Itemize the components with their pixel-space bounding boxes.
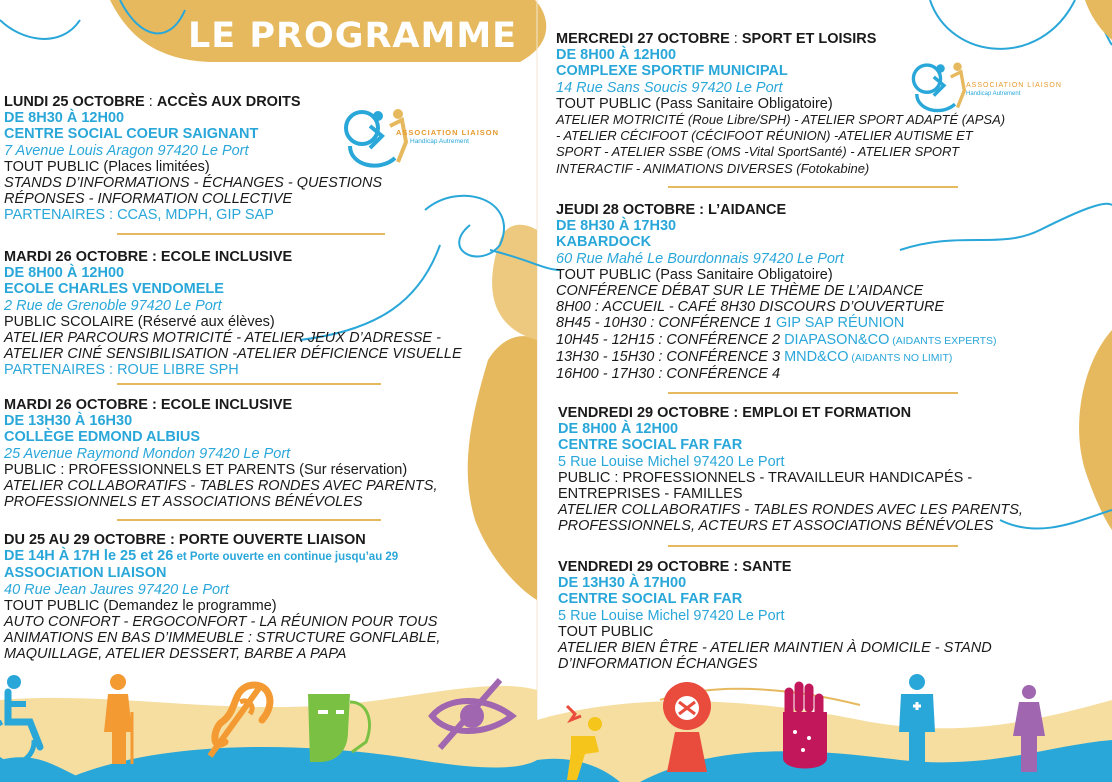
event-address: 2 Rue de Grenoble 97420 Le Port xyxy=(4,297,222,314)
separator xyxy=(117,233,385,235)
event-public: PUBLIC : PROFESSIONNELS ET PARENTS (Sur réservation) xyxy=(4,461,408,478)
event-desc-line: ATELIER BIEN ÊTRE - ATELIER MAINTIEN À DOMICILE - STAND xyxy=(558,640,992,657)
schedule-line: 8H00 : ACCUEIL - CAFÉ 8H30 DISCOURS D’OUVERTURE xyxy=(556,299,945,316)
event-desc-line: RÉPONSES - INFORMATION COLLECTIVE xyxy=(4,191,293,208)
event-address: 7 Avenue Louis Aragon 97420 Le Port xyxy=(4,142,249,159)
event-partners: PARTENAIRES : ROUE LIBRE SPH xyxy=(4,362,239,379)
event-partners: PARTENAIRES : CCAS, MDPH, GIP SAP xyxy=(4,207,274,224)
cognitive-disability-icon xyxy=(663,682,711,772)
medical-person-icon xyxy=(899,674,935,766)
page-title: LE PROGRAMME xyxy=(188,16,518,56)
event-header: DU 25 AU 29 OCTOBRE : PORTE OUVERTE LIAISON xyxy=(4,532,366,548)
event-desc-line: - ATELIER CÉCIFOOT (CÉCIFOOT RÉUNION) -ATELIER AUTISME ET xyxy=(556,128,973,144)
event-header: LUNDI 25 OCTOBRE : ACCÈS AUX DROITS xyxy=(4,94,301,110)
sensory-hand-icon xyxy=(783,686,827,769)
elderly-person-icon xyxy=(104,674,132,764)
event-header: JEUDI 28 OCTOBRE : L’AIDANCE xyxy=(556,202,787,218)
event-venue: COLLÈGE EDMOND ALBIUS xyxy=(4,429,201,446)
event-venue: ECOLE CHARLES VENDOMELE xyxy=(4,281,224,298)
event-time: DE 8H00 À 12H00 xyxy=(558,421,679,438)
event-vendredi-29-am xyxy=(558,405,1023,535)
event-public: TOUT PUBLIC (Pass Sanitaire Obligatoire) xyxy=(556,95,833,112)
separator xyxy=(668,186,958,188)
event-venue: CENTRE SOCIAL FAR FAR xyxy=(558,437,743,454)
mental-disability-icon xyxy=(308,694,369,762)
event-lundi-25 xyxy=(4,94,382,224)
event-address: 40 Rue Jean Jaures 97420 Le Port xyxy=(4,581,229,598)
event-address: 14 Rue Sans Soucis 97420 Le Port xyxy=(556,79,783,96)
event-desc-line: PROFESSIONNELS, ACTEURS ET ASSOCIATIONS BÉNÉVOLES xyxy=(558,518,994,535)
event-venue: CENTRE SOCIAL FAR FAR xyxy=(558,591,743,608)
event-venue: KABARDOCK xyxy=(556,234,652,251)
event-public: PUBLIC SCOLAIRE (Réservé aux élèves) xyxy=(4,313,275,330)
event-time: DE 8H00 À 12H00 xyxy=(4,265,125,282)
event-public: TOUT PUBLIC (Demandez le programme) xyxy=(4,597,277,614)
event-desc-line: ATELIER PARCOURS MOTRICITÉ - ATELIER JEUX D’ADRESSE - xyxy=(4,330,441,347)
event-header: MARDI 26 OCTOBRE : ECOLE INCLUSIVE xyxy=(4,249,293,265)
event-time: DE 8H00 À 12H00 xyxy=(556,47,677,64)
hearing-impaired-icon xyxy=(210,684,270,756)
event-desc-line: ATELIER CINÉ SENSIBILISATION -ATELIER DÉFICIENCE VISUELLE xyxy=(4,346,462,363)
event-mardi-26-am xyxy=(4,249,462,379)
event-desc-line: STANDS D’INFORMATIONS - ÉCHANGES - QUESTIONS xyxy=(4,175,383,192)
event-time: DE 8H30 À 12H00 xyxy=(4,110,125,127)
event-venue: CENTRE SOCIAL COEUR SAIGNANT xyxy=(4,126,259,143)
event-time: DE 13H30 À 17H00 xyxy=(558,575,687,592)
event-address: 5 Rue Louise Michel 97420 Le Port xyxy=(558,607,785,624)
event-public: TOUT PUBLIC (Places limitées) xyxy=(4,158,210,175)
chronic-pain-icon xyxy=(567,706,602,780)
event-desc-line: SPORT - ATELIER SSBE (OMS -Vital SportSanté) - ATELIER SPORT xyxy=(556,144,960,160)
event-desc-line: ATELIER COLLABORATIFS - TABLES RONDES AVEC PARENTS, xyxy=(4,478,438,495)
schedule-line: 13H30 - 15H30 : CONFÉRENCE 3 MND&CO (AIDANTS NO LIMIT) xyxy=(556,348,953,365)
separator xyxy=(668,545,958,547)
event-vendredi-29-pm xyxy=(558,559,992,672)
event-time: DE 8H30 À 17H30 xyxy=(556,218,677,235)
schedule-line: 10H45 - 12H15 : CONFÉRENCE 2 DIAPASON&CO (AIDANTS EXPERTS) xyxy=(556,331,997,348)
event-time: DE 14H À 17H le 25 et 26 et Porte ouverte en continue jusqu’au 29 xyxy=(4,548,399,565)
event-desc-line: ATELIER COLLABORATIFS - TABLES RONDES AVEC LES PARENTS, xyxy=(558,502,1023,519)
logo-tagline: Handicap Autrement xyxy=(410,138,469,145)
event-desc-line: AUTO CONFORT - ERGOCONFORT - LA RÉUNION POUR TOUS xyxy=(4,614,438,631)
event-header: VENDREDI 29 OCTOBRE : SANTE xyxy=(558,559,792,575)
event-desc-line: PROFESSIONNELS ET ASSOCIATIONS BÉNÉVOLES xyxy=(4,494,363,511)
event-address: 5 Rue Louise Michel 97420 Le Port xyxy=(558,453,785,470)
wheelchair-icon xyxy=(0,675,40,764)
logo-tagline: Handicap Autrement xyxy=(966,91,1021,97)
event-venue: COMPLEXE SPORTIF MUNICIPAL xyxy=(556,63,788,80)
event-public: TOUT PUBLIC xyxy=(558,623,654,640)
event-header: MERCREDI 27 OCTOBRE : SPORT ET LOISIRS xyxy=(556,31,877,47)
event-venue: ASSOCIATION LIAISON xyxy=(4,565,167,582)
event-desc-line: ANIMATIONS EN BAS D’IMMEUBLE : STRUCTURE GONFLABLE, xyxy=(4,630,441,647)
event-desc-line: ATELIER MOTRICITÉ (Roue Libre/SPH) - ATELIER SPORT ADAPTÉ (APSA) xyxy=(556,112,1006,128)
event-mercredi-27 xyxy=(556,31,1005,177)
separator xyxy=(668,392,958,394)
event-time: DE 13H30 À 16H30 xyxy=(4,413,133,430)
event-porte-ouverte xyxy=(4,532,440,663)
event-public: TOUT PUBLIC (Pass Sanitaire Obligatoire) xyxy=(556,266,833,283)
event-address: 60 Rue Mahé Le Bourdonnais 97420 Le Port xyxy=(556,250,844,267)
event-mardi-26-pm xyxy=(4,397,438,510)
event-desc-line: MAQUILLAGE, ATELIER DESSERT, BARBE A PAPA xyxy=(4,646,347,663)
logo-name: ASSOCIATION LIAISON xyxy=(966,82,1062,89)
event-jeudi-28 xyxy=(556,202,997,382)
visual-impaired-icon xyxy=(432,680,512,748)
conference-title: CONFÉRENCE DÉBAT SUR LE THÈME DE L’AIDANCE xyxy=(556,283,924,300)
event-public-line: PUBLIC : PROFESSIONNELS - TRAVAILLEUR HANDICAPÉS - xyxy=(558,469,973,486)
schedule-line: 16H00 - 17H30 : CONFÉRENCE 4 xyxy=(556,366,781,383)
schedule-line: 8H45 - 10H30 : CONFÉRENCE 1 GIP SAP RÉUNION xyxy=(556,315,905,332)
left-icons-row xyxy=(0,672,537,782)
logo-name: ASSOCIATION LIAISON xyxy=(396,128,500,137)
separator xyxy=(117,383,381,385)
person-icon xyxy=(1013,685,1045,772)
event-public-line: ENTREPRISES - FAMILLES xyxy=(558,486,743,503)
right-icons-row xyxy=(537,672,1112,782)
separator xyxy=(117,519,381,521)
event-desc-line: D’INFORMATION ÉCHANGES xyxy=(558,656,758,673)
event-desc-line: INTERACTIF - ANIMATIONS DIVERSES (Fotokabine) xyxy=(556,160,870,176)
event-header: VENDREDI 29 OCTOBRE : EMPLOI ET FORMATION xyxy=(558,405,912,421)
event-header: MARDI 26 OCTOBRE : ECOLE INCLUSIVE xyxy=(4,397,293,413)
event-address: 25 Avenue Raymond Mondon 97420 Le Port xyxy=(4,445,291,462)
